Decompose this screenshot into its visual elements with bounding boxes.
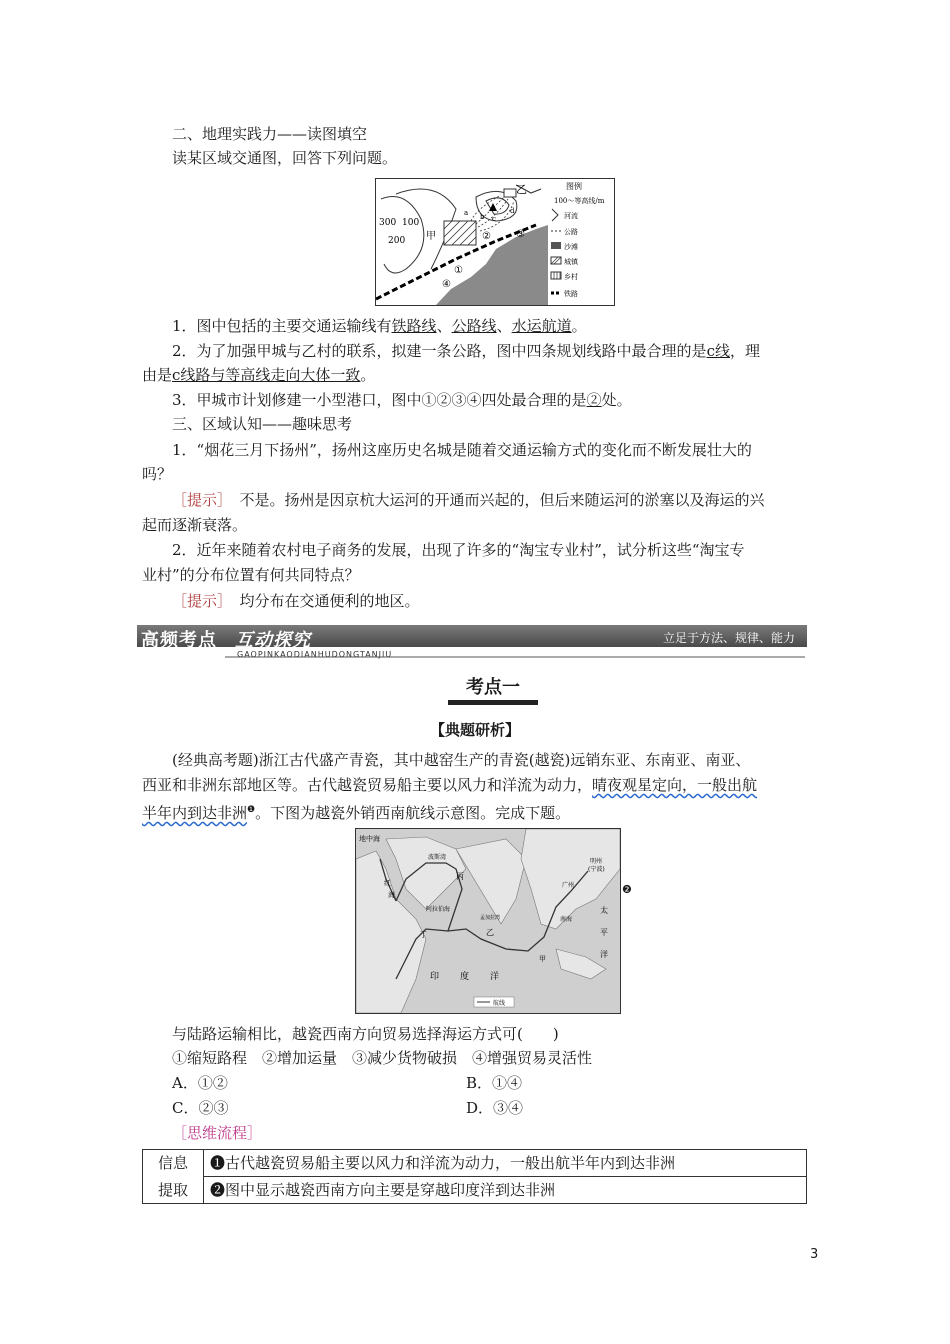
legend-river-icon [552,209,558,221]
trade-route-map [356,829,620,1013]
label-pacific-3: 洋 [600,950,608,959]
banner-pinyin: GAOPINKAODIANHUDONGTANJIU [237,650,393,659]
traffic-map-figure [375,178,615,306]
label-jia: 甲 [426,231,436,242]
banner-underline [225,655,825,659]
answer-reason: c线路与等高线走向大体一致 [172,366,361,384]
banner-title-b: 互动探究 [235,630,311,651]
table-head-2: 提取 [143,1177,204,1204]
legend-beach-icon [551,242,561,249]
banner-title-a: 高频考点 [141,630,217,651]
dianti-heading: 【典题研析】 [429,721,520,739]
section-heading-regional: 三、区域认知——趣味思考 [172,415,353,433]
label-c: c [492,215,496,223]
village-yi [504,189,516,197]
label-guangzhou: 广州 [562,882,575,889]
label-ningbo: (宁波) [588,866,605,873]
label-south-sea: 南海 [560,916,573,923]
legend-village-icon [551,272,561,279]
legend-river: 河流 [564,212,578,220]
label-bing: 丙 [456,872,464,881]
label-red-sea-1: 红 [384,879,391,887]
section-heading-practice: 二、地理实践力——读图填空 [172,125,368,143]
label-100: 100 [402,218,420,228]
label-indian-1: 印 [430,972,440,982]
question-3: 3．甲城市计划修建一小型港口，图中①②③④四处最合理的是②处。 [172,391,632,409]
label-n3: ③ [516,229,525,240]
label-n2: ② [482,231,491,242]
option-a: A．①② [172,1074,228,1092]
option-d: D．③④ [466,1099,524,1117]
problem-line2: 西亚和非洲东部地区等。古代越瓷贸易船主要以风力和洋流为动力，晴夜观星定向，一般出航 [142,776,758,794]
legend-town: 城镇 [564,258,578,266]
table-row-1: ❶古代越瓷贸易船主要以风力和洋流为动力，一般出航半年内到达非洲 [204,1150,807,1177]
label-red-sea-2: 海 [388,891,395,899]
problem-line3: 半年内到达非洲$^❶$。下图为越瓷外销西南航线示意图。完成下题。 [142,804,571,822]
legend-railway: 铁路 [564,290,578,298]
legend-road: 公路 [564,228,578,236]
kaodian-title: 考点一 [448,676,538,705]
legend-contour: 100～等高线/m [554,197,605,205]
label-yi2: 乙 [486,928,494,937]
answer-line-c: c线 [706,342,730,360]
question-2-line1: 2．为了加强甲城与乙村的联系，拟建一条公路，图中四条规划线路中最合理的是c线，理 [172,342,760,360]
table-head-1: 信息 [143,1150,204,1177]
label-pacific-2: 平 [600,928,608,937]
key-phrase-2: 半年内到达非洲 [142,804,248,822]
think-1-hint: ［提示］ 不是。扬州是因京杭大运河的开通而兴起的，但后来随运河的淤塞以及海运的兴 [172,491,765,509]
legend-route: 航线 [493,1000,506,1007]
traffic-map [376,179,614,305]
label-d: d [510,207,515,215]
page-number: 3 [810,1247,819,1262]
mark-1: ❶ [247,805,256,815]
mark-2: ❷ [622,883,632,896]
answer-highway: 公路线 [451,317,497,335]
option-b: B．①④ [466,1074,523,1092]
question-2-line2: 由是c线路与等高线走向大体一致。 [142,366,376,384]
label-a: a [464,209,469,217]
think-2-line2: 业村”的分布位置有何共同特点？ [142,566,360,584]
question-1: 1．图中包括的主要交通运输线有铁路线、公路线、水运航道。 [172,317,587,335]
question-options: ①缩短路程 ②增加运量 ③减少货物破损 ④增强贸易灵活性 [172,1049,593,1067]
legend-title: 图例 [566,182,582,191]
think-2-hint: ［提示］ 均分布在交通便利的地区。 [172,592,420,610]
option-c: C．②③ [172,1099,229,1117]
hint-label: ［提示］ [172,491,225,509]
label-b: b [480,213,485,221]
think-1-hint-line2: 起而逐渐衰落。 [142,516,248,534]
label-n4: ④ [442,279,451,290]
label-mediterranean: 地中海 [359,835,380,843]
think-1-line1: 1．“烟花三月下扬州”，扬州这座历史名城是随着交通运输方式的变化而不断发展壮大的 [172,441,752,459]
think-2-line1: 2．近年来随着农村电子商务的发展，出现了许多的“淘宝专业村”，试分析这些“淘宝专 [172,541,745,559]
section-intro: 读某区域交通图，回答下列问题。 [172,149,398,167]
problem-line1: (经典高考题)浙江古代盛产青瓷，其中越窑生产的青瓷(越瓷)远销东亚、东南亚、南亚、 [172,751,751,769]
label-bay-of-bengal: 孟加拉湾 [480,915,501,921]
answer-railway: 铁路线 [391,317,437,335]
label-indian-3: 洋 [490,972,500,982]
label-pacific-1: 太 [600,906,608,915]
label-arabian-sea: 阿拉伯海 [426,906,451,913]
label-ding: 丁 [420,931,427,939]
thinking-process-label: ［思维流程］ [172,1124,263,1142]
label-indian-2: 度 [460,972,470,982]
label-jia2: 甲 [539,955,546,963]
banner-tagline: 立足于方法、规律、能力 [662,631,795,645]
key-phrase-1: 晴夜观星定向，一般出航 [592,776,758,794]
question-stem: 与陆路运输相比，越瓷西南方向贸易选择海运方式可( ) [172,1025,559,1043]
label-persian-gulf: 波斯湾 [428,854,447,861]
answer-port: ② [586,391,602,409]
trade-route-map-figure [355,828,621,1014]
info-extraction-table [142,1149,807,1204]
label-mingzhou: 明州 [590,858,603,865]
legend-beach: 沙滩 [564,243,578,251]
label-300: 300 [379,218,397,228]
answer-waterway: 水运航道 [511,317,572,335]
table-row-2: ❷图中显示越瓷西南方向主要是穿越印度洋到达非洲 [204,1177,807,1204]
label-n1: ① [454,265,463,276]
legend-village: 乡村 [564,273,578,281]
label-yi: 乙 [516,183,527,196]
label-200: 200 [388,236,406,246]
think-1-line2: 吗？ [142,465,173,483]
hint-label: ［提示］ [172,592,225,610]
